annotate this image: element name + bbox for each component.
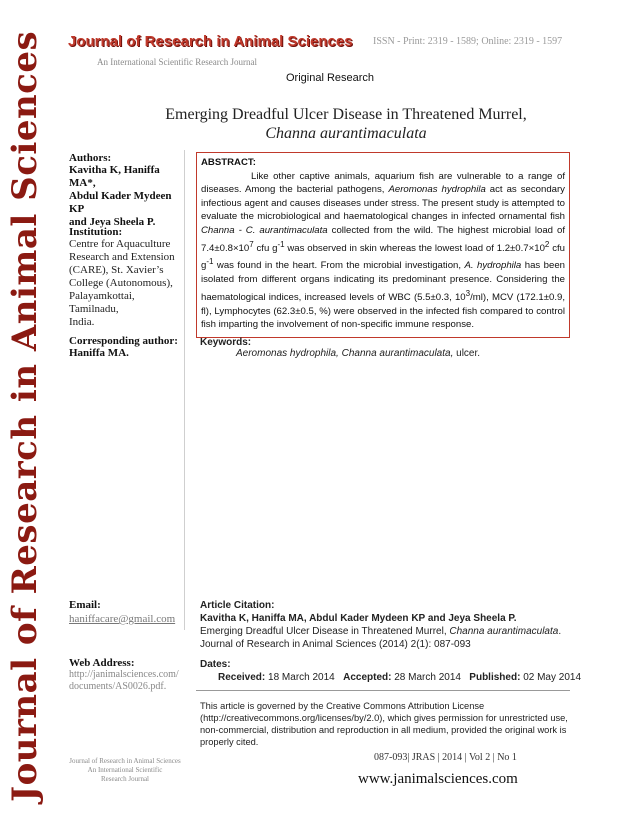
citation-label: Article Citation: [200, 600, 275, 611]
dates-text: Received: 18 March 2014 Accepted: 28 March 2014 Published: 02 May 2014 [218, 672, 582, 683]
footer-journal-note: Journal of Research in Animal Sciences An International Scientific Research Journal [69, 757, 181, 783]
corresponding-label: Corresponding author: [69, 335, 178, 347]
institution-text: Centre for Aquaculture Research and Extension (CARE), St. Xavier’s College (Autonomous), Palayamkottai, Tamilnadu, India. [69, 238, 175, 328]
email-label: Email: [69, 599, 101, 611]
sidebar-journal-name: Journal of Research in Animal Sciences [5, 30, 45, 802]
keywords-label: Keywords: [200, 337, 252, 348]
abstract-heading: ABSTRACT: [201, 157, 256, 168]
web-label: Web Address: [69, 657, 135, 669]
keywords-text: Aeromonas hydrophila, Channa aurantimaculata, ulcer. [236, 348, 481, 359]
email-block [69, 599, 184, 626]
web-link[interactable]: http://janimalsciences.com/ documents/AS0026.pdf. [69, 669, 179, 692]
corresponding-name: Haniffa MA. [69, 347, 129, 359]
corresponding-block [69, 335, 187, 359]
authors-label: Authors: [69, 152, 112, 164]
authors-block [69, 152, 181, 229]
article-title-line1: Emerging Dreadful Ulcer Disease in Threatened Murrel, [165, 106, 527, 123]
section-label: Original Research [286, 72, 375, 84]
divider-line [196, 690, 570, 691]
institution-block [69, 226, 181, 329]
institution-label: Institution: [69, 226, 123, 238]
footer-website[interactable]: www.janimalsciences.com [358, 771, 518, 787]
footer-page-info: 087-093| JRAS | 2014 | Vol 2 | No 1 [374, 752, 517, 763]
sidebar-band [0, 0, 57, 826]
license-text: This article is governed by the Creative Commons Attribution License (http://creativecommons.org/licenses/by/2.0), which gives permission for unrestricted use, non-commercial, distribution and reproduction in all medium, provided the original work is properly cited. [200, 701, 568, 747]
journal-title: Journal of Research in Animal Sciences [68, 33, 353, 50]
authors-list: Kavitha K, Haniffa MA*, Abdul Kader Mydeen KP and Jeya Sheela P. [69, 164, 172, 228]
abstract-text: Like other captive animals, aquarium fish are vulnerable to a range of diseases. Among the bacterial pathogens, Aeromonas hydrophila act as secondary infectious agent and causes diseases under stress. The present study is attempted to evaluate the microbiological and haematological changes in infected ornamental fish Channa - C. aurantimaculata collected from the wild. The highest microbial load of $7.4\pm 0.8\times 10^7$ cfu $g^{-1}$ was observed in skin whereas the lowest load of $1.2\pm 0.7\times 10^2$ cfu $g^{-1}$ was found in the heart. From the microbial investigation, A. hydrophila has been isolated from different organs indicating its predominant presence. Considering the haematological indices, increased levels of WBC (5.5±0.3, $10^3/ml$), MCV (172.1±0.9, fl), Lymphocytes (62.3±0.5, %) were observed in the infected fish compared to control fish imparting the involvement of non-specific immune response. [201, 170, 566, 331]
issn: ISSN - Print: 2319 - 1589; Online: 2319 - 1597 [373, 36, 563, 47]
abstract-box [196, 152, 570, 338]
journal-tagline: An International Scientific Research Journal [97, 57, 257, 67]
dates-label: Dates: [200, 659, 231, 670]
article-title [60, 105, 632, 143]
citation-text: Kavitha K, Haniffa MA, Abdul Kader Mydeen KP and Jeya Sheela P. Emerging Dreadful Ulcer Disease in Threatened Murrel, Channa aurantimaculata. Journal of Research in Animal Sciences (2014) 2(1): 087-093 [200, 613, 562, 650]
article-title-line2: Channa aurantimaculata [265, 125, 427, 142]
column-divider [184, 150, 185, 630]
email-link[interactable]: haniffacare@gmail.com [69, 613, 176, 625]
web-block [69, 657, 184, 693]
